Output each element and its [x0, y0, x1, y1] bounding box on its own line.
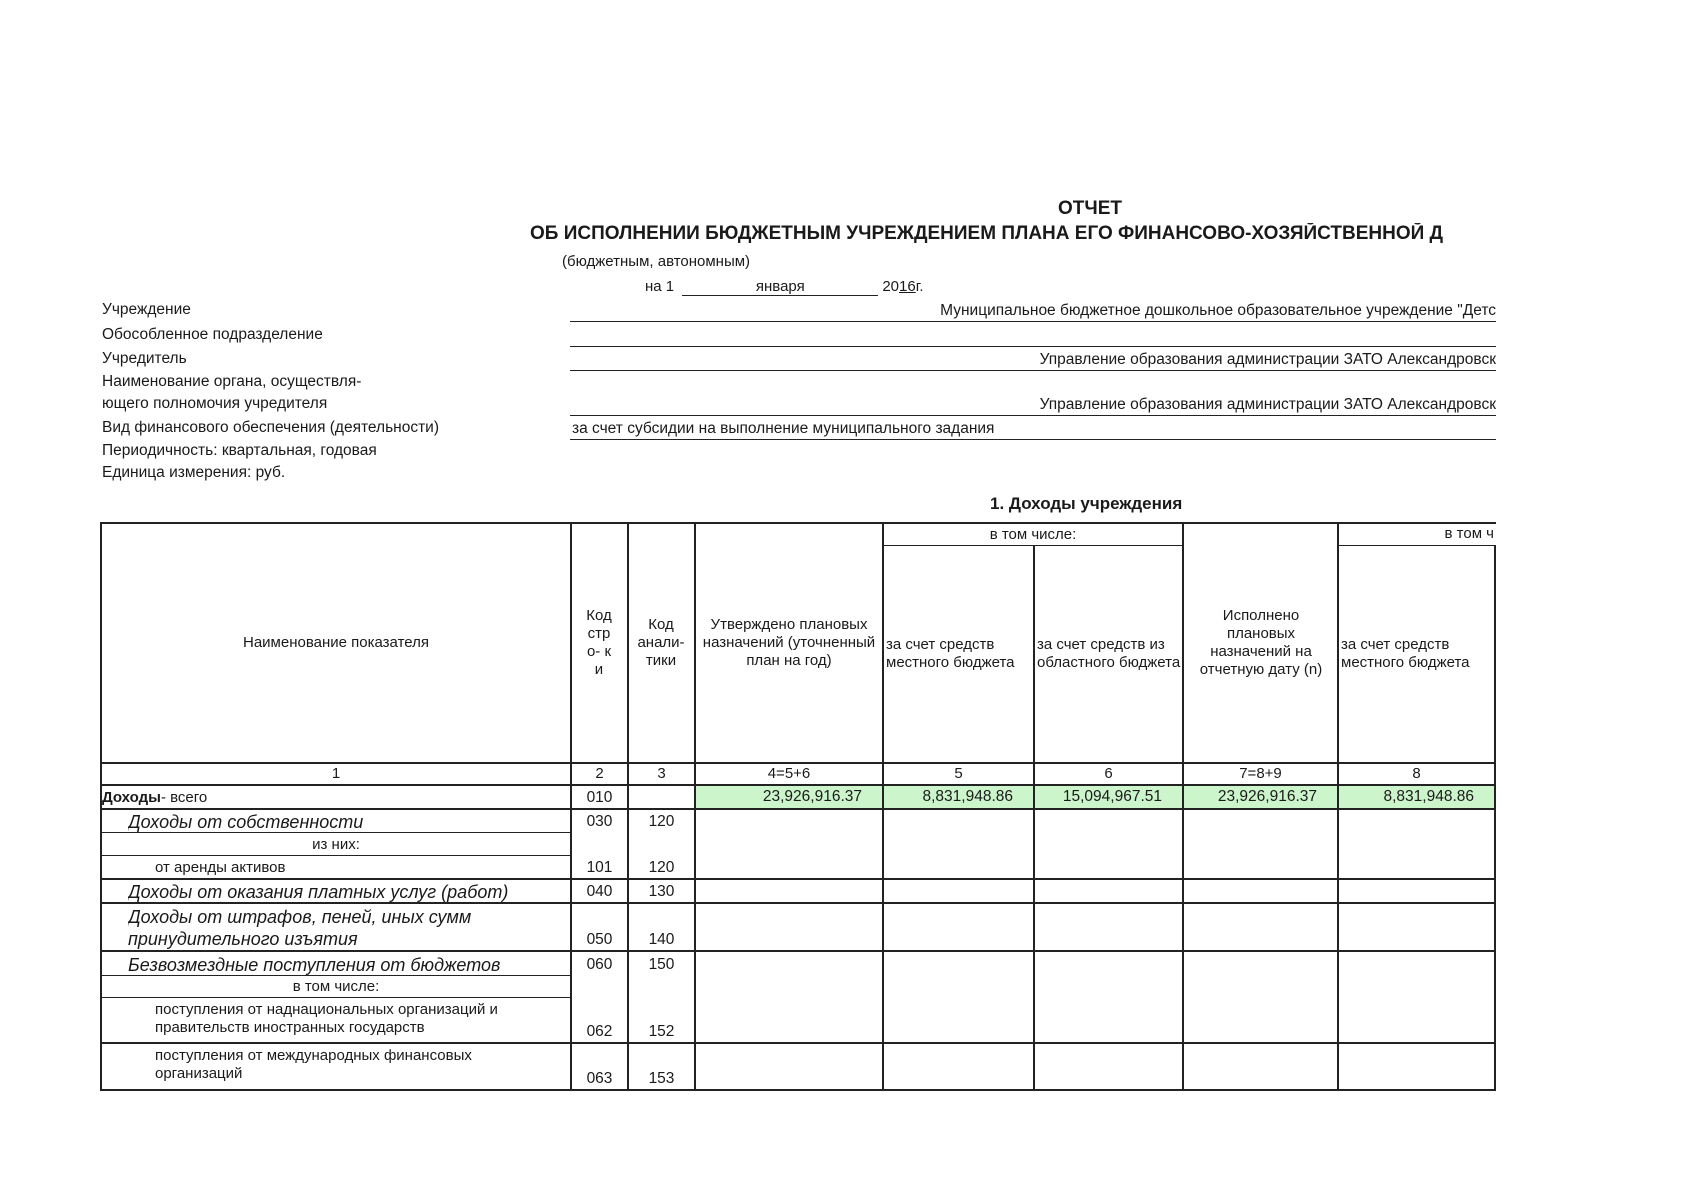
field-label-institution: Учреждение	[102, 301, 191, 318]
date-year-a: 20	[882, 278, 899, 295]
col-number: 1	[331, 765, 341, 782]
field-label-subdivision: Обособленное подразделение	[102, 326, 323, 343]
report-title: ОТЧЕТ	[1058, 198, 1123, 219]
header-incl: в том числе:	[989, 525, 1077, 543]
row-analytics: 150	[648, 956, 675, 973]
row-code: 062	[586, 1023, 613, 1040]
field-label-founder: Учредитель	[102, 350, 187, 367]
row-analytics: 120	[648, 859, 675, 876]
table-row-name: Доходы от собственности	[128, 812, 364, 832]
col-number: 8	[1412, 765, 1421, 782]
field-value-founder: Управление образования администрации ЗАТО Александровск	[570, 349, 1496, 371]
field-label-unit: Единица измерения: руб.	[102, 464, 286, 481]
col-number: 6	[1104, 765, 1113, 782]
header-name: Наименование показателя	[243, 634, 429, 651]
field-label-funding: Вид финансового обеспечения (деятельности)	[102, 419, 439, 436]
table-row-name: поступления от международных финансовых организаций	[155, 1047, 472, 1082]
row-code: 010	[586, 789, 613, 806]
col-number: 2	[595, 765, 604, 782]
row-analytics: 152	[648, 1023, 675, 1040]
table-row-name: поступления от наднациональных организаций и правительств иностранных государств	[155, 1001, 498, 1036]
field-label-authority-2: ющего полномочия учредителя	[102, 395, 328, 412]
row-code: 101	[586, 859, 613, 876]
header-row-code: Код стро- ки	[586, 607, 612, 678]
date-year-b: 16	[899, 278, 916, 295]
date-year-c: г.	[915, 278, 924, 295]
report-date	[645, 278, 924, 296]
row-analytics	[629, 786, 694, 808]
section-title: 1. Доходы учреждения	[990, 494, 1183, 513]
field-value-authority: Управление образования администрации ЗАТО Александровск	[570, 394, 1496, 416]
field-value-institution: Муниципальное бюджетное дошкольное образовательное учреждение "Детс	[570, 300, 1496, 322]
table-row-name: из них:	[312, 836, 360, 853]
row-code: 030	[586, 813, 613, 830]
value-cell: 23,926,916.37	[696, 786, 882, 808]
field-value-subdivision	[570, 325, 1496, 347]
date-month: января	[682, 278, 878, 296]
col-number: 4=5+6	[767, 765, 811, 782]
institution-type: (бюджетным, автономным)	[562, 253, 751, 270]
field-label-authority-1: Наименование органа, осуществля-	[102, 373, 362, 390]
value-cell: 15,094,967.51	[1035, 786, 1182, 808]
value-cell: 23,926,916.37	[1184, 786, 1337, 808]
value-cell: 8,831,948.86	[1339, 786, 1494, 808]
date-prefix: на 1	[645, 278, 675, 295]
row-code: 060	[586, 956, 613, 973]
row-analytics: 153	[648, 1070, 675, 1087]
header-incl-2: в том ч	[1444, 525, 1494, 542]
col-number: 7=8+9	[1239, 765, 1282, 782]
row-analytics: 130	[648, 883, 675, 900]
header-local-budget: за счет средств местного бюджета	[886, 636, 1015, 671]
row-analytics: 140	[648, 931, 675, 948]
col-number: 5	[954, 765, 963, 782]
table-row-name: Доходы - всего	[102, 789, 208, 806]
table-row-name: от аренды активов	[155, 859, 286, 876]
report-subtitle: ОБ ИСПОЛНЕНИИ БЮДЖЕТНЫМ УЧРЕЖДЕНИЕМ ПЛАНА ЕГО ФИНАНСОВО-ХОЗЯЙСТВЕННОЙ Д	[530, 223, 1444, 244]
table-row-name: Доходы от оказания платных услуг (работ)	[128, 882, 509, 902]
row-code: 063	[586, 1070, 613, 1087]
row-code: 040	[586, 883, 613, 900]
header-regional-budget: за счет средств из областного бюджета	[1037, 636, 1181, 671]
table-row-name: Безвозмездные поступления от бюджетов	[128, 955, 501, 975]
col-number: 3	[657, 765, 666, 782]
field-value-funding: за счет субсидии на выполнение муниципального задания	[570, 418, 1496, 440]
table-row-name: Доходы от штрафов, пеней, иных сумм принудительного изъятия	[128, 907, 472, 949]
header-analytics-code: Код анали- тики	[637, 616, 685, 669]
header-local-budget-2: за счет средств местного бюджета	[1341, 636, 1470, 671]
table-row-name: в том числе:	[292, 978, 380, 995]
header-executed: Исполнено плановых назначений на отчетную дату (n)	[1199, 607, 1323, 678]
row-analytics: 120	[648, 813, 675, 830]
field-label-periodicity: Периодичность: квартальная, годовая	[102, 442, 377, 459]
row-code: 050	[586, 931, 613, 948]
value-cell: 8,831,948.86	[884, 786, 1033, 808]
header-approved: Утверждено плановых назначений (уточненный план на год)	[702, 616, 876, 669]
